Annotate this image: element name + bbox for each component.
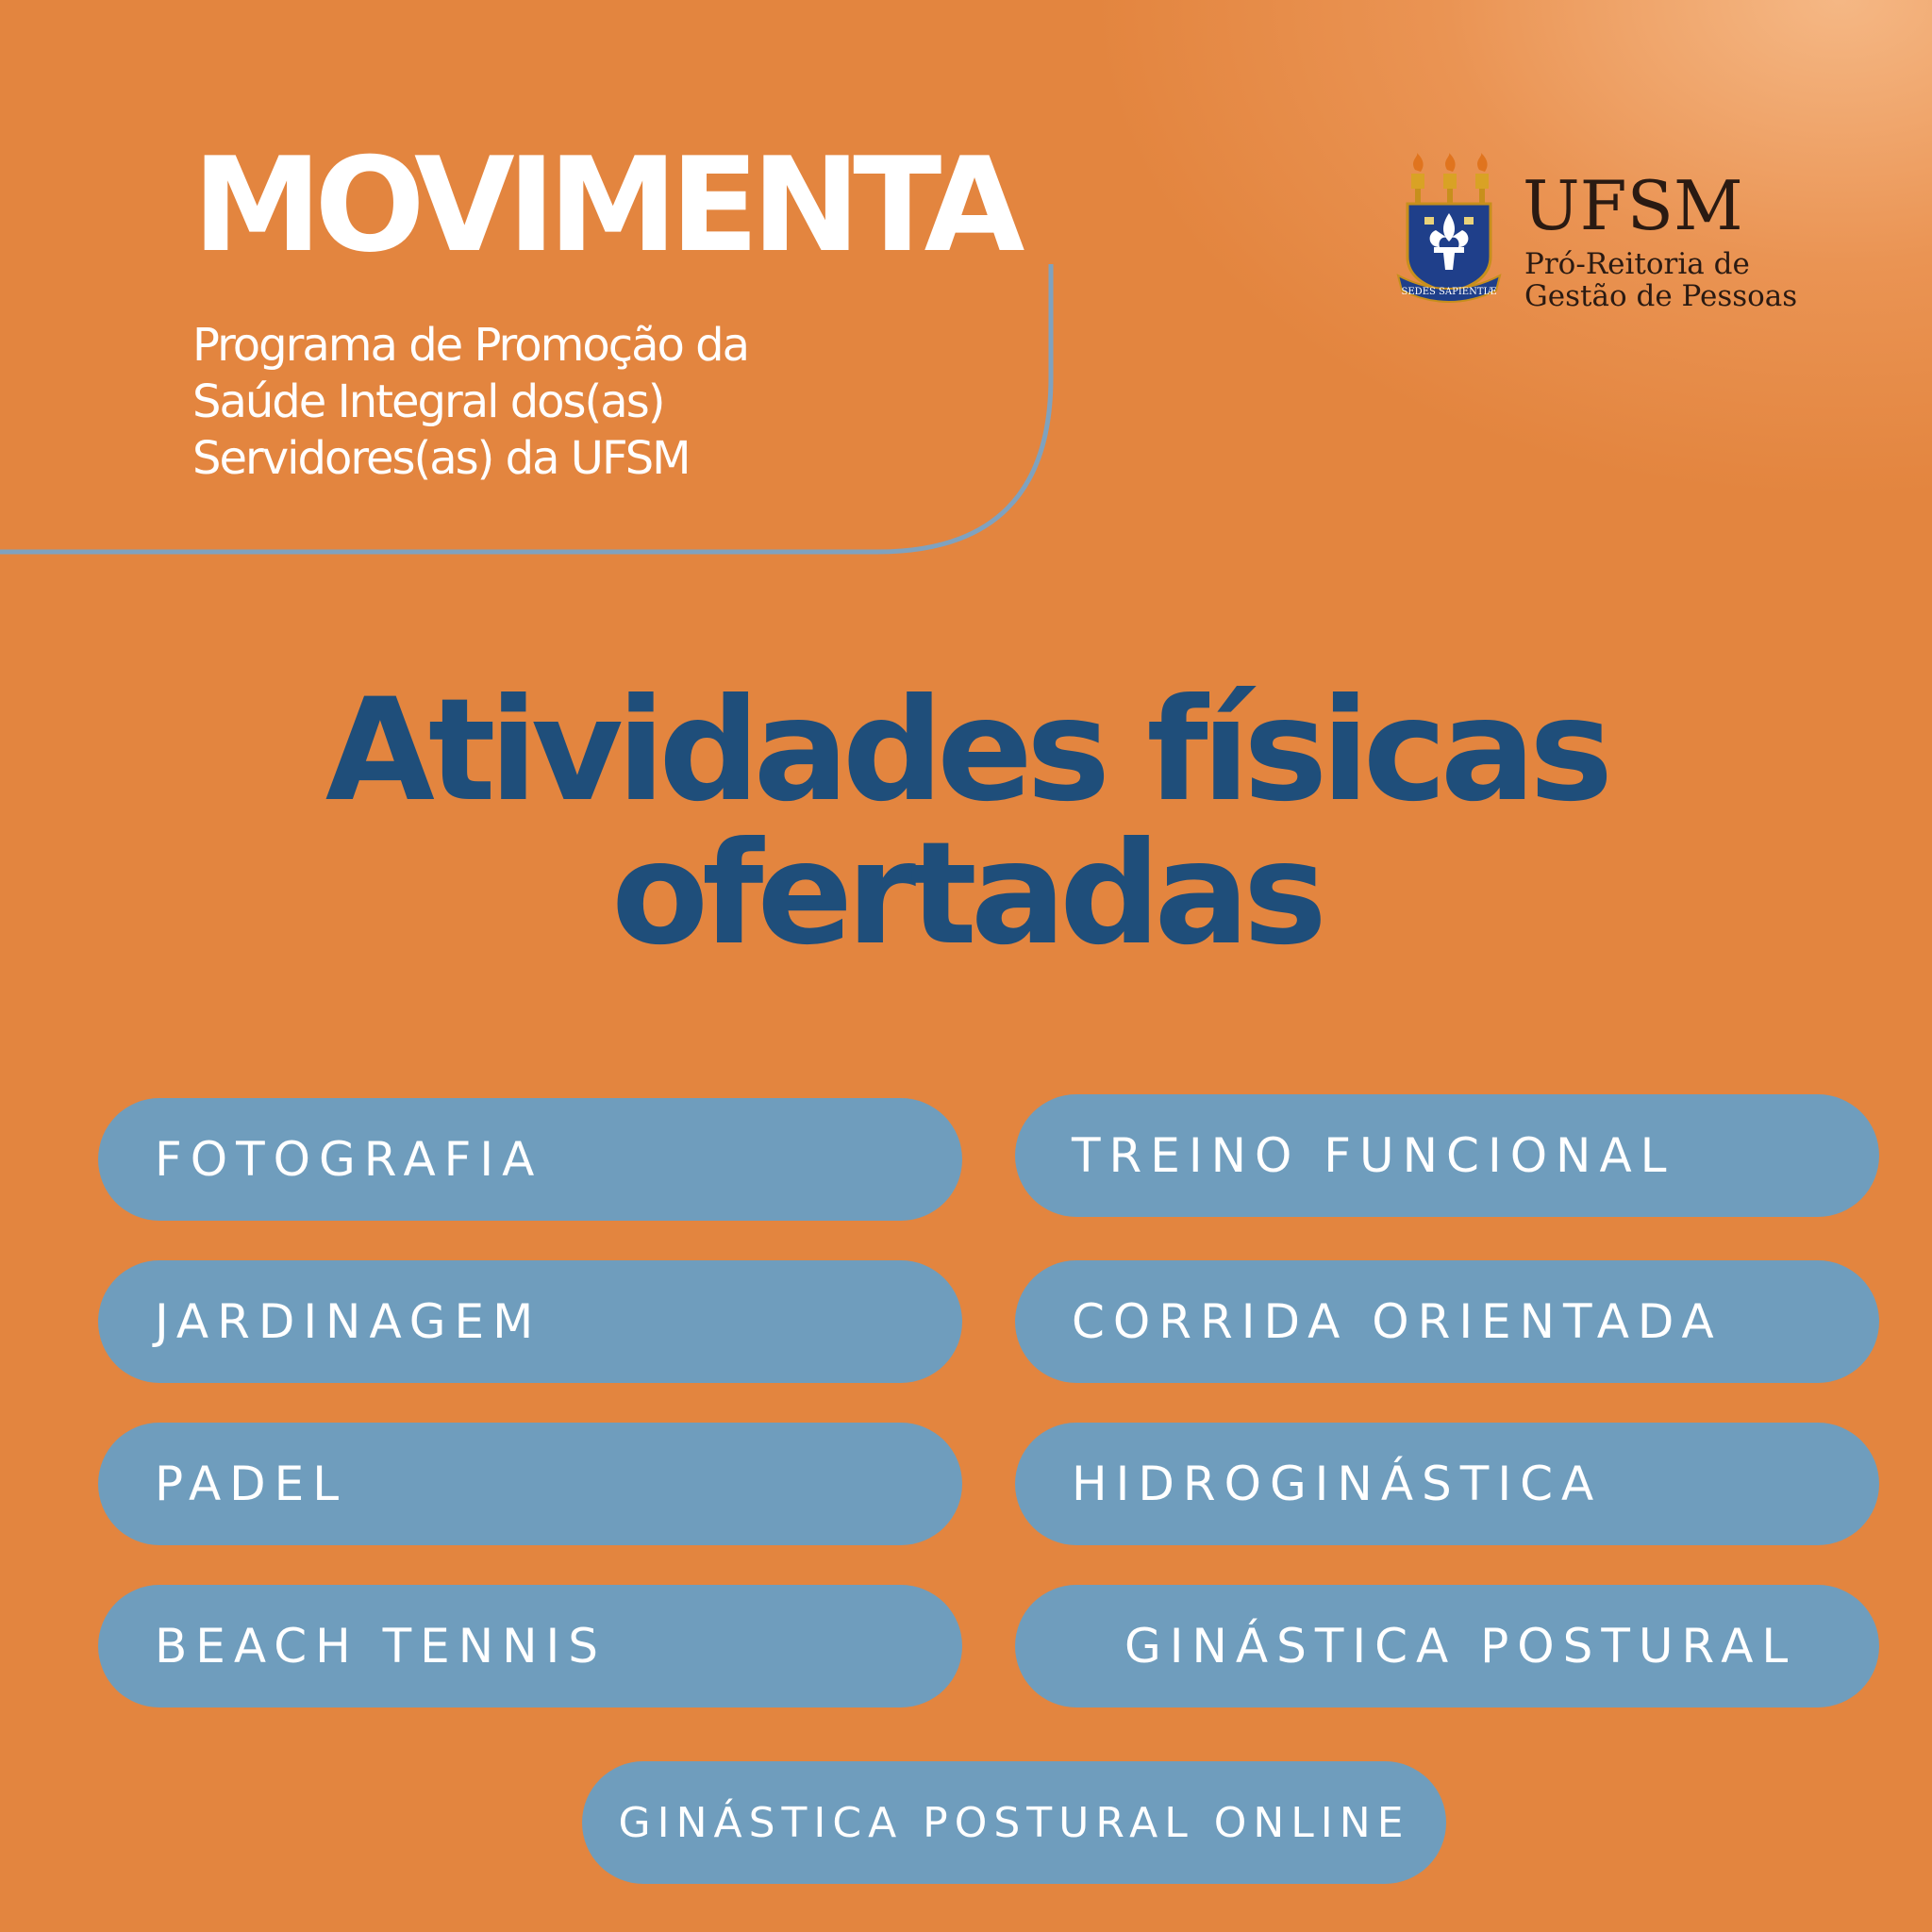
activity-pill-ginastica-postural-online: [582, 1761, 1446, 1884]
ufsm-coat-of-arms-icon: [1396, 151, 1502, 311]
program-subtitle: [192, 317, 909, 487]
program-subtitle-line: Saúde Integral dos(as): [192, 375, 664, 428]
activity-label: GINÁSTICA POSTURAL: [1124, 1619, 1797, 1674]
ufsm-motto: SEDES SAPIENTIÆ: [1401, 287, 1497, 297]
activity-label: TREINO FUNCIONAL: [1072, 1128, 1675, 1183]
activity-label: HIDROGINÁSTICA: [1072, 1457, 1603, 1511]
activity-pill-ginastica-postural: [1015, 1585, 1879, 1707]
activity-pill-treino-funcional: [1015, 1094, 1879, 1217]
activity-label: GINÁSTICA POSTURAL ONLINE: [618, 1798, 1410, 1847]
logo-unit-line: Gestão de Pessoas: [1524, 279, 1798, 313]
headline-line: Atividades físicas: [325, 669, 1607, 833]
logo-name: UFSM: [1523, 166, 1743, 245]
activity-pill-fotografia: [98, 1098, 962, 1221]
activity-label: JARDINAGEM: [155, 1294, 542, 1349]
ufsm-logo: [1396, 151, 1798, 313]
activity-pill-padel: [98, 1423, 962, 1545]
program-subtitle-line: Servidores(as) da UFSM: [192, 432, 690, 485]
activity-pill-corrida-orientada: [1015, 1260, 1879, 1383]
activity-label: FOTOGRAFIA: [155, 1132, 543, 1187]
activity-pill-jardinagem: [98, 1260, 962, 1383]
logo-unit-line: Pró-Reitoria de: [1524, 247, 1750, 281]
activity-label: BEACH TENNIS: [155, 1619, 608, 1674]
activity-label: PADEL: [155, 1457, 348, 1511]
activity-pill-beach-tennis: [98, 1585, 962, 1707]
program-subtitle-line: Programa de Promoção da: [192, 319, 749, 372]
program-title: MOVIMENTA: [192, 129, 1018, 281]
headline-line: ofertadas: [611, 812, 1321, 976]
activity-label: CORRIDA ORIENTADA: [1072, 1294, 1723, 1349]
headline: [0, 669, 1932, 976]
activity-pill-hidroginastica: [1015, 1423, 1879, 1545]
